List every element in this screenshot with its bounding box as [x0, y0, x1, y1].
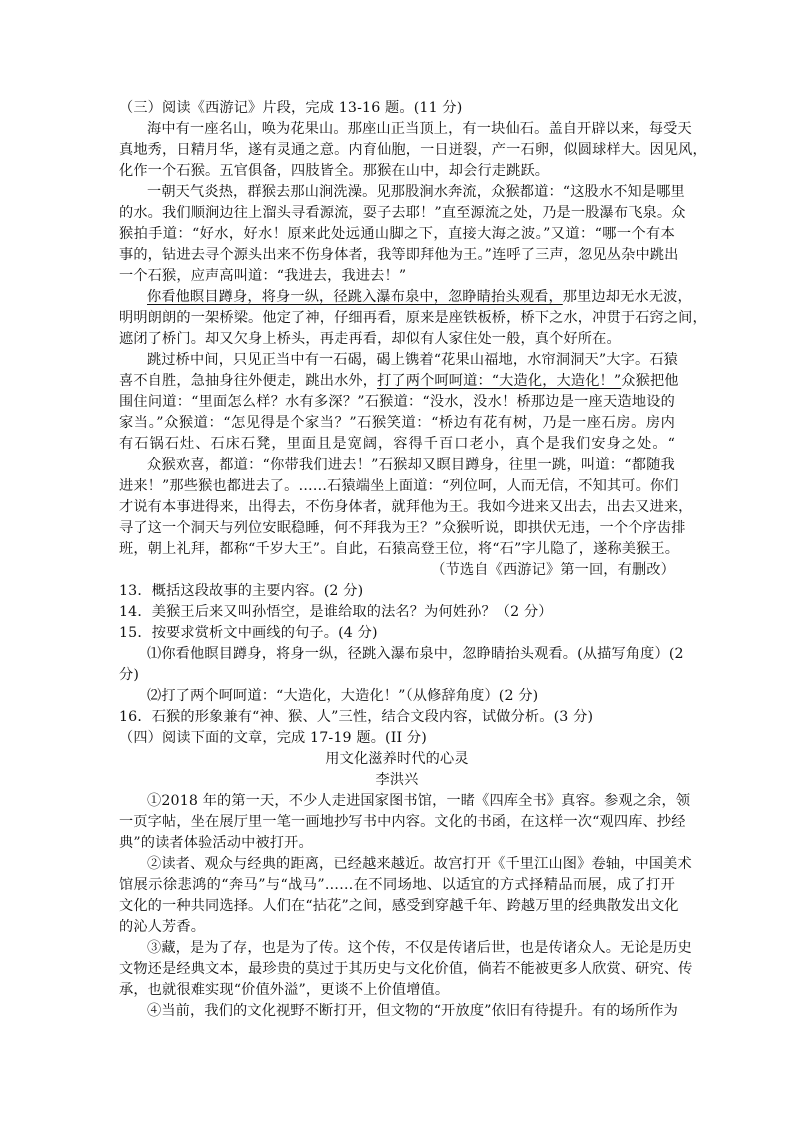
- passage-line: 遮闭了桥门。却又欠身上桥头，再走再看，却似有人家住处一般，真个好所在。: [119, 331, 621, 347]
- question-13: 13．概括这段故事的主要内容。(2 分): [119, 583, 364, 599]
- passage-line: 化作一个石猴。五官俱备，四肢皆全。那猴在山中，却会行走跳跃。: [119, 163, 550, 179]
- passage-line: 海中有一座名山，唤为花果山。那座山正当顶上，有一块仙石。盖自开辟以来，每受天: [147, 121, 692, 137]
- passage-line: 围住问道：“里面怎么样？水有多深？”石猴道：“没水，没水！桥那边是一座天造地设的: [119, 394, 675, 410]
- article-line: 文物还是经典文本，最珍贵的莫过于其历史与文化价值，倘若不能被更多人欣赏、研究、传: [119, 961, 693, 977]
- underlined-sentence-1: 你看他瞑目蹲身，将身一纵，径跳入瀑布泉中，忽睁睛抬头观看，: [147, 289, 563, 305]
- question-15-part-2: ⑵打了两个呵呵道：“大造化，大造化！”（从修辞角度）(2 分): [147, 688, 539, 704]
- passage-line: 家当。”众猴道：“怎见得是个家当？”石猴笑道：“桥边有花有树，乃是一座石房。房内: [119, 415, 675, 431]
- passage-line: 跳过桥中间，只见正当中有一石碣，碣上镌着“花果山福地，水帘洞洞天”大字。石猿: [147, 352, 678, 368]
- article-line: ④当前，我们的文化视野不断打开，但文物的“开放度”依旧有待提升。有的场所作为: [147, 1003, 678, 1019]
- article-line: 典”的读者体验活动中被打开。: [119, 835, 313, 851]
- passage-line: 班，朝上礼拜，都称“千岁大王”。自此，石猿高登王位，将“石”字儿隐了，遂称美猴王。: [119, 541, 680, 557]
- article-line: ①2018 年的第一天，不少人走进国家图书馆，一睹《四库全书》真容。参观之余，领: [147, 793, 691, 809]
- article-line: ③藏，是为了存，也是为了传。这个传，不仅是传诸后世，也是传诸众人。无论是历史: [147, 940, 692, 956]
- question-14: 14．美猴王后来又叫孙悟空，是谁给取的法名？为何姓孙？（2 分）: [119, 604, 553, 620]
- passage-line: 一个石猴，应声高叫道：“我进去，我进去！”: [119, 268, 407, 284]
- passage-line: 一朝天气炎热，群猴去那山涧洗澡。见那股涧水奔流，众猴都道：“这股水不知是哪里: [147, 184, 685, 200]
- article-title: 用文化滋养时代的心灵: [325, 751, 469, 767]
- passage-line: 猴拍手道：“好水，好水！原来此处远通山脚之下，直接大海之波。”又道：“哪一个有本: [119, 226, 675, 242]
- question-15-part-1-score: 分): [119, 667, 140, 683]
- passage-fragment: 那里边却无水无波，: [562, 289, 692, 305]
- question-16: 16．石猴的形象兼有“神、猴、人”三性，结合文段内容，试做分析。(3 分): [119, 709, 594, 725]
- section3-heading: （三）阅读《西游记》片段，完成 13-16 题。(11 分): [119, 100, 463, 116]
- passage-line: 寻了这一个洞天与列位安眠稳睡，何不拜我为王？”众猴听说，即拱伏无违，一个个序齿排: [119, 520, 686, 536]
- passage-line: 才说有本事进得来，出得去，不伤身体者，就拜他为王。我如今进来又出去，出去又进来，: [119, 499, 693, 515]
- article-author: 李洪兴: [375, 772, 419, 788]
- article-line: 馆展示徐悲鸿的“奔马”与“战马”……在不同场地、以适宜的方式择精品而展，成了打开: [119, 877, 675, 893]
- passage-line: 事的，钻进去寻个源头出来不伤身体者，我等即拜他为王。”连呼了三声，忽见丛杂中跳出: [119, 247, 679, 263]
- passage-fragment: 众猴把他: [621, 373, 679, 389]
- passage-line-underlined: [119, 371, 679, 391]
- passage-line: 进来！”那些猴也都进去了。……石猿端坐上面道：“列位呵，人而无信，不知其可。你们: [119, 478, 679, 494]
- section4-heading: （四）阅读下面的文章，完成 17-19 题。(II 分): [119, 730, 427, 746]
- question-15-part-1: ⑴你看他瞑目蹲身，将身一纵，径跳入瀑布泉中，忽睁睛抬头观看。(从描写角度）(2: [147, 646, 684, 662]
- passage-line: 明明朗朗的一架桥梁。他定了神，仔细再看，原来是座铁板桥，桥下之水，冲贯于石窍之间，: [119, 310, 707, 326]
- underlined-sentence-2: 打了两个呵呵道：“大造化，大造化！”: [377, 373, 622, 389]
- passage-line: 有石锅石灶、石床石凳，里面且是宽阔，容得千百口老小，真个是我们安身之处。“: [119, 436, 675, 452]
- passage-line: 真地秀，日精月华，遂有灵通之意。内育仙胞，一日迸裂，产一石卵，似圆球样大。因见风，: [119, 142, 707, 158]
- article-line: 文化的一种共同选择。人们在“拈花”之间，感受到穿越千年、跨越万里的经典散发出文化: [119, 898, 679, 914]
- article-line: ②读者、观众与经典的距离，已经越来越近。故宫打开《千里江山图》卷轴，中国美术: [147, 856, 692, 872]
- article-line: 承，也就很难实现“价值外溢”，更谈不上价值增值。: [119, 982, 450, 998]
- article-line: 一页字帖，坐在展厅里一笔一画地抄写书中内容。文化的书函，在这样一次“观四库、抄经: [119, 814, 686, 830]
- article-line: 的沁人芳香。: [119, 919, 206, 935]
- passage-fragment: 喜不自胜，急抽身往外便走，跳出水外，: [119, 373, 378, 389]
- passage-source: （节选自《西游记》第一回，有删改）: [431, 562, 675, 578]
- passage-line: 众猴欢喜，都道：“你带我们进去！”石猴却又瞑目蹲身，往里一跳，叫道：“都随我: [147, 457, 675, 473]
- passage-line-underlined: [147, 287, 692, 307]
- passage-line: 的水。我们顺涧边往上溜头寻看源流，耍子去耶！”直至源流之处，乃是一股瀑布飞泉。众: [119, 205, 686, 221]
- question-15: 15．按要求赏析文中画线的句子。(4 分): [119, 625, 378, 641]
